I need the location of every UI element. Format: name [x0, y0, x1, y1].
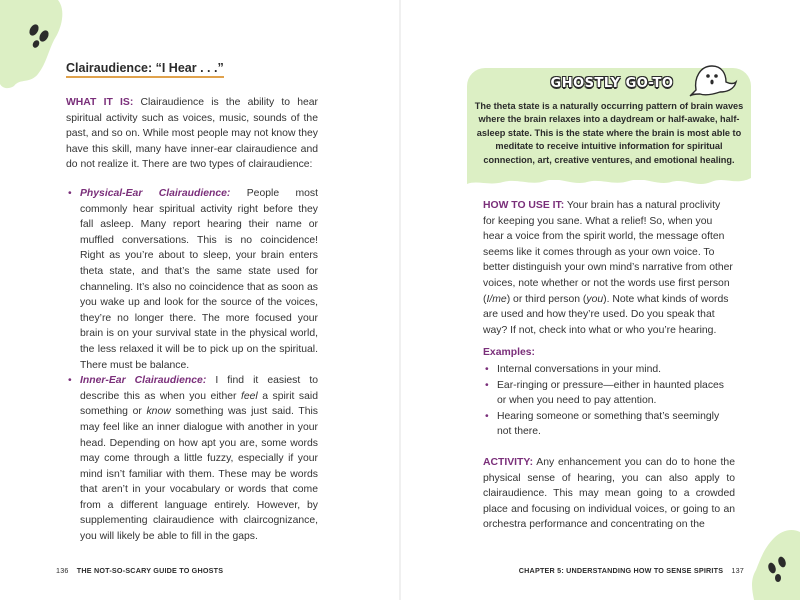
book-gutter: [399, 0, 401, 600]
list-item: [483, 378, 735, 409]
examples-list: [483, 362, 735, 440]
running-head-chapter-title: CHAPTER 5: UNDERSTANDING HOW TO SENSE SPIRITS: [518, 566, 724, 575]
inner-ear-text-2: a spirit said something or: [80, 390, 318, 418]
what-it-is-text: Clairaudience is the ability to hear spiritual activity such as voices, music, sounds of the past, and so on. While most people may not know they have this skill, many have inner-ear clairaudience and do not realize it. There are two types of clairaudience:: [66, 97, 318, 171]
how-to-use-paragraph: [483, 198, 735, 338]
callout-heading: GHOSTLY GO-TO: [550, 76, 674, 91]
ghost-icon: [686, 60, 738, 98]
examples-label: Examples:: [483, 347, 535, 358]
how-to-use-text-3: ). Note what kinds of words are used and how they’re used. Do you speak that way? If not, check into what or who you’re hearing.: [483, 293, 729, 336]
how-to-use-text-1: Your brain has a natural proclivity for keeping you sane. What a relief! So, when you hear a voice from the spirit world, the message often seems like it comes through as your own voice. To better distinguish your own mind’s narrative from other voices, note whether or not the words use first person (: [483, 200, 733, 305]
bullet-icon: •: [68, 188, 72, 199]
running-head-book-title: THE NOT-SO-SCARY GUIDE TO GHOSTS: [76, 566, 224, 575]
how-to-use-emphasis-first-person: I/me: [486, 293, 507, 305]
bullet-icon: •: [485, 410, 489, 422]
inner-ear-emphasis-feel: feel: [240, 390, 258, 402]
inner-ear-text-3: something was just said. This may feel like an inner dialogue with another in your head. Depending on how apt you are, some words may come through a little fuzzy, especially if your mind isn’t familiar with them. These may be words that aren’t in your vocabulary or words that come from a different language entirely. However, by supplementing clairaudience with claircognizance, you will likely be able to fill in the gaps.: [80, 406, 318, 543]
how-to-use-emphasis-third-person: you: [586, 293, 604, 305]
physical-ear-term: Physical-Ear Clairaudience:: [80, 188, 231, 199]
inner-ear-text-1: I find it easiest to describe this as when you either: [80, 375, 318, 402]
page-number-left: 136: [56, 566, 69, 575]
footer-left: [50, 566, 223, 575]
ghost-corner-top-left-icon: [0, 0, 70, 90]
list-item-physical-ear: [66, 186, 318, 373]
how-to-use-label: HOW TO USE IT:: [483, 200, 565, 211]
physical-ear-text: People most commonly hear spiritual activity right before they fall asleep. Many report hearing their name or muffled conversations. This is no coincidence! Right as you’re about to sleep, your brain enters theta state, and that’s the same state used for channeling. It’s also no coincidence that as soon as you wake up and look for the source of the voices, they’re no longer there. The more focused your brain is on your survival state in the physical world, the less relaxed it will be to pick up on the spiritual. There must be balance.: [80, 188, 318, 371]
list-item-inner-ear: [66, 373, 318, 545]
footer-right: [519, 566, 750, 575]
clairaudience-types-list: [66, 186, 318, 545]
inner-ear-term: Inner-Ear Clairaudience:: [80, 375, 207, 387]
example-text: Ear-ringing or pressure—either in haunted places or when you need to pay attention.: [497, 379, 724, 407]
ghost-corner-bottom-right-icon: [750, 528, 800, 600]
page-number-right: 137: [731, 566, 744, 575]
inner-ear-emphasis-know: know: [146, 406, 171, 418]
list-item: [483, 362, 735, 378]
example-text: Hearing someone or something that’s seemingly not there.: [497, 410, 720, 438]
activity-label: ACTIVITY:: [483, 457, 534, 468]
list-item: [483, 409, 735, 440]
section-title: Clairaudience: “I Hear . . .”: [66, 61, 224, 78]
activity-paragraph: [483, 455, 735, 533]
example-text: Internal conversations in your mind.: [497, 364, 662, 375]
activity-text: Any enhancement you can do to hone the physical sense of hearing, you can also apply to clairaudience. This may mean going to a crowded place and focusing on individual voices, or going to an orchestra performance and concentrating on the: [483, 457, 735, 531]
callout-text: The theta state is a naturally occurring pattern of brain waves where the brain relaxes into a daydream or half-awake, half-asleep state. This is the state where the brain is most able to meditate to receive intuitive information for spiritual connection, art, creative ventures, and emotional healing.: [474, 101, 744, 165]
bullet-icon: •: [485, 379, 489, 391]
what-it-is-paragraph: [66, 95, 318, 173]
callout-wave-edge: [467, 172, 751, 188]
how-to-use-text-2: ) or third person (: [506, 293, 587, 305]
what-it-is-label: WHAT IT IS:: [66, 97, 134, 108]
bullet-icon: •: [485, 364, 489, 375]
bullet-icon: •: [68, 375, 72, 387]
